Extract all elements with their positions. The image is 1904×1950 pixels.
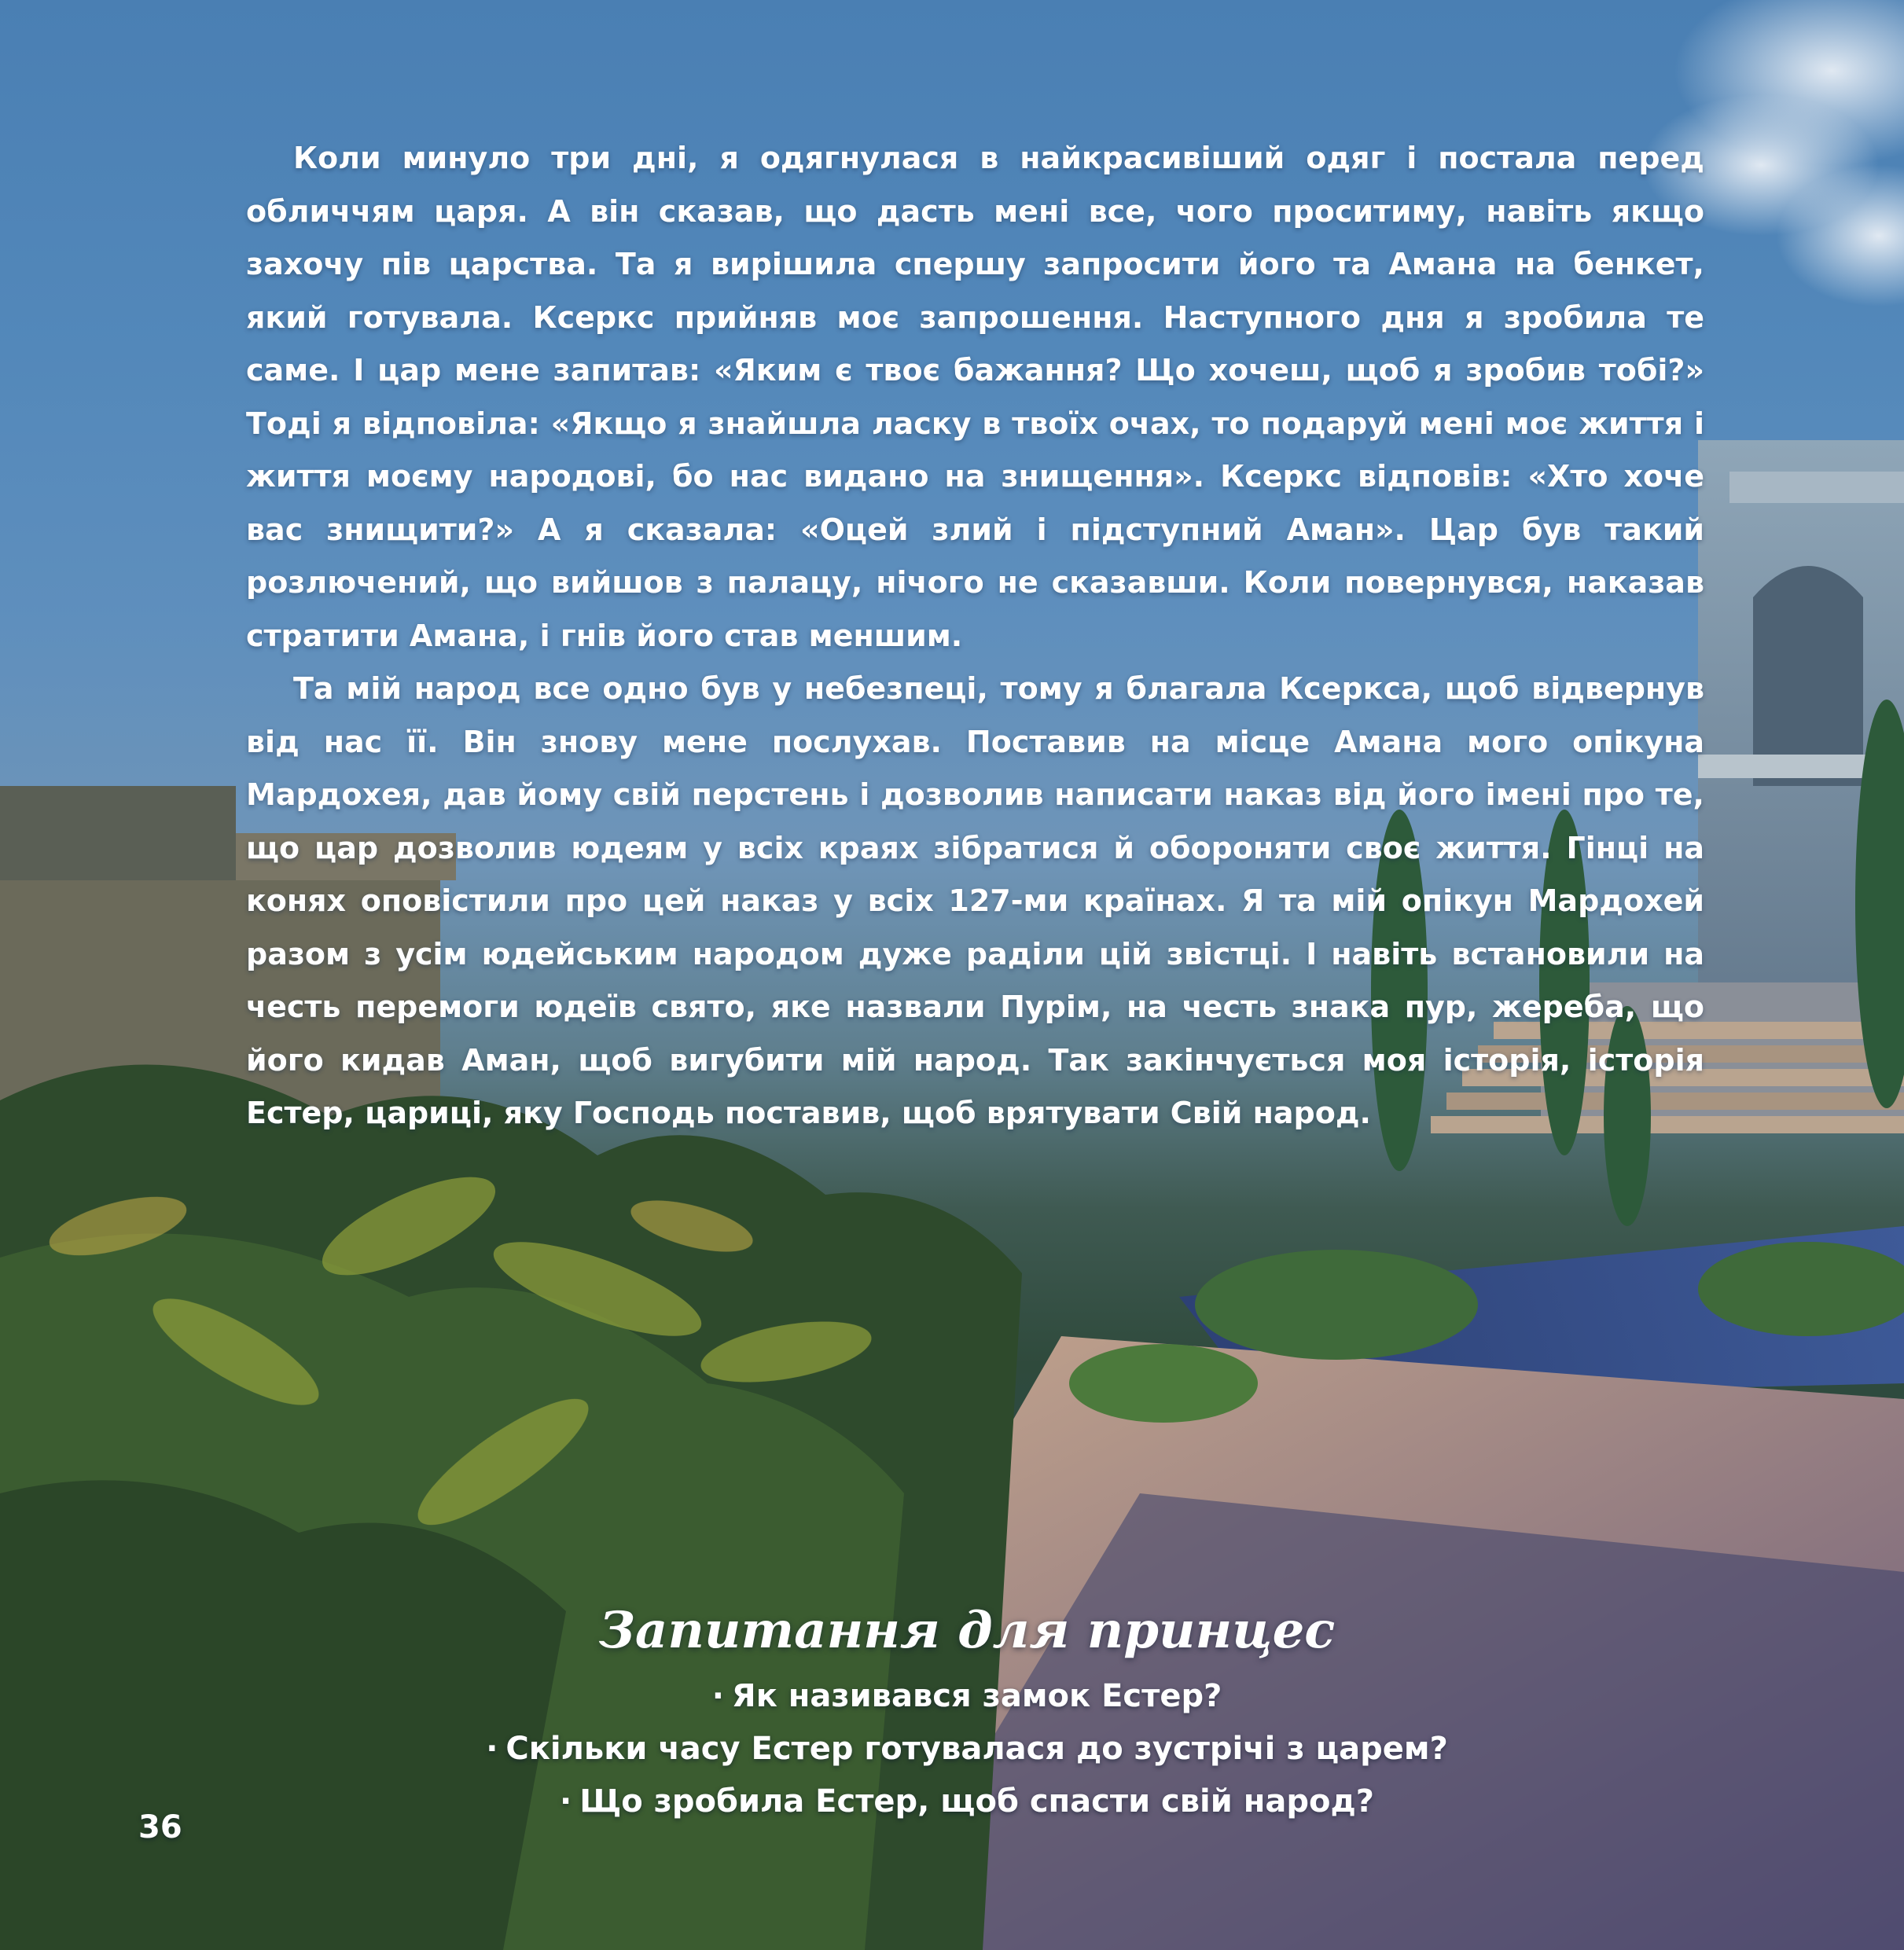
question-text: Скільки часу Естер готувалася до зустрічі з царем? bbox=[505, 1731, 1448, 1767]
question-item bbox=[393, 1776, 1541, 1828]
story-paragraph-2: Та мій народ все одно був у небезпеці, тому я благала Ксеркса, щоб відвернув від нас її. Він знову мене послухав. Поставив на місце Амана мого опікуна Мардохея, дав йому свій перстень і дозволив написати наказ від його імені про те, що цар дозволив юдеям у всіх краях зібратися й обороняти своє життя. Гінці на конях оповістили про цей наказ у всіх 127-ми країнах. Я та мій опікун Мардохей разом з усім юдейським народом дуже раділи цій звістці. І навіть встановили на честь перемоги юдеїв свято, яке назвали Пурім, на честь знака пур, жереба, що його кидав Аман, щоб вигубити мій народ. Так закінчується моя історія, історія Естер, цариці, яку Господь поставив, щоб врятувати Свій народ. bbox=[246, 671, 1704, 1130]
story-paragraph-1: Коли минуло три дні, я одягнулася в найкрасивіший одяг і постала перед обличчям царя. А він сказав, що дасть мені все, чого проситиму, навіть якщо захочу пів царства. Та я вирішила спершу запросити його та Амана на бенкет, який готувала. Ксеркс прийняв моє запрошення. Наступного дня я зробила те саме. І цар мене запитав: «Яким є твоє бажання? Що хочеш, щоб я зробив тобі?» Тоді я відповіла: «Якщо я знайшла ласку в твоїх очах, то подаруй мені моє життя і життя моєму народові, бо нас видано на знищення». Ксеркс відповів: «Хто хоче вас знищити?» А я сказала: «Оцей злий і підступний Аман». Цар був такий розлючений, що вийшов з палацу, нічого не сказавши. Коли повернувся, наказав стратити Амана, і гнів його став меншим. bbox=[246, 141, 1704, 653]
questions-heading: Запитання для принцес bbox=[598, 1601, 1336, 1660]
bullet-icon: · bbox=[486, 1731, 498, 1767]
page-number: 36 bbox=[138, 1809, 182, 1845]
question-text: Як називався замок Естер? bbox=[731, 1678, 1222, 1714]
bullet-icon: · bbox=[560, 1783, 572, 1820]
questions-list bbox=[393, 1670, 1541, 1828]
story-text bbox=[246, 132, 1704, 1140]
question-item bbox=[393, 1670, 1541, 1723]
question-text: Що зробила Естер, щоб спасти свій народ? bbox=[579, 1783, 1374, 1820]
question-item bbox=[393, 1723, 1541, 1776]
bullet-icon: · bbox=[711, 1678, 724, 1714]
